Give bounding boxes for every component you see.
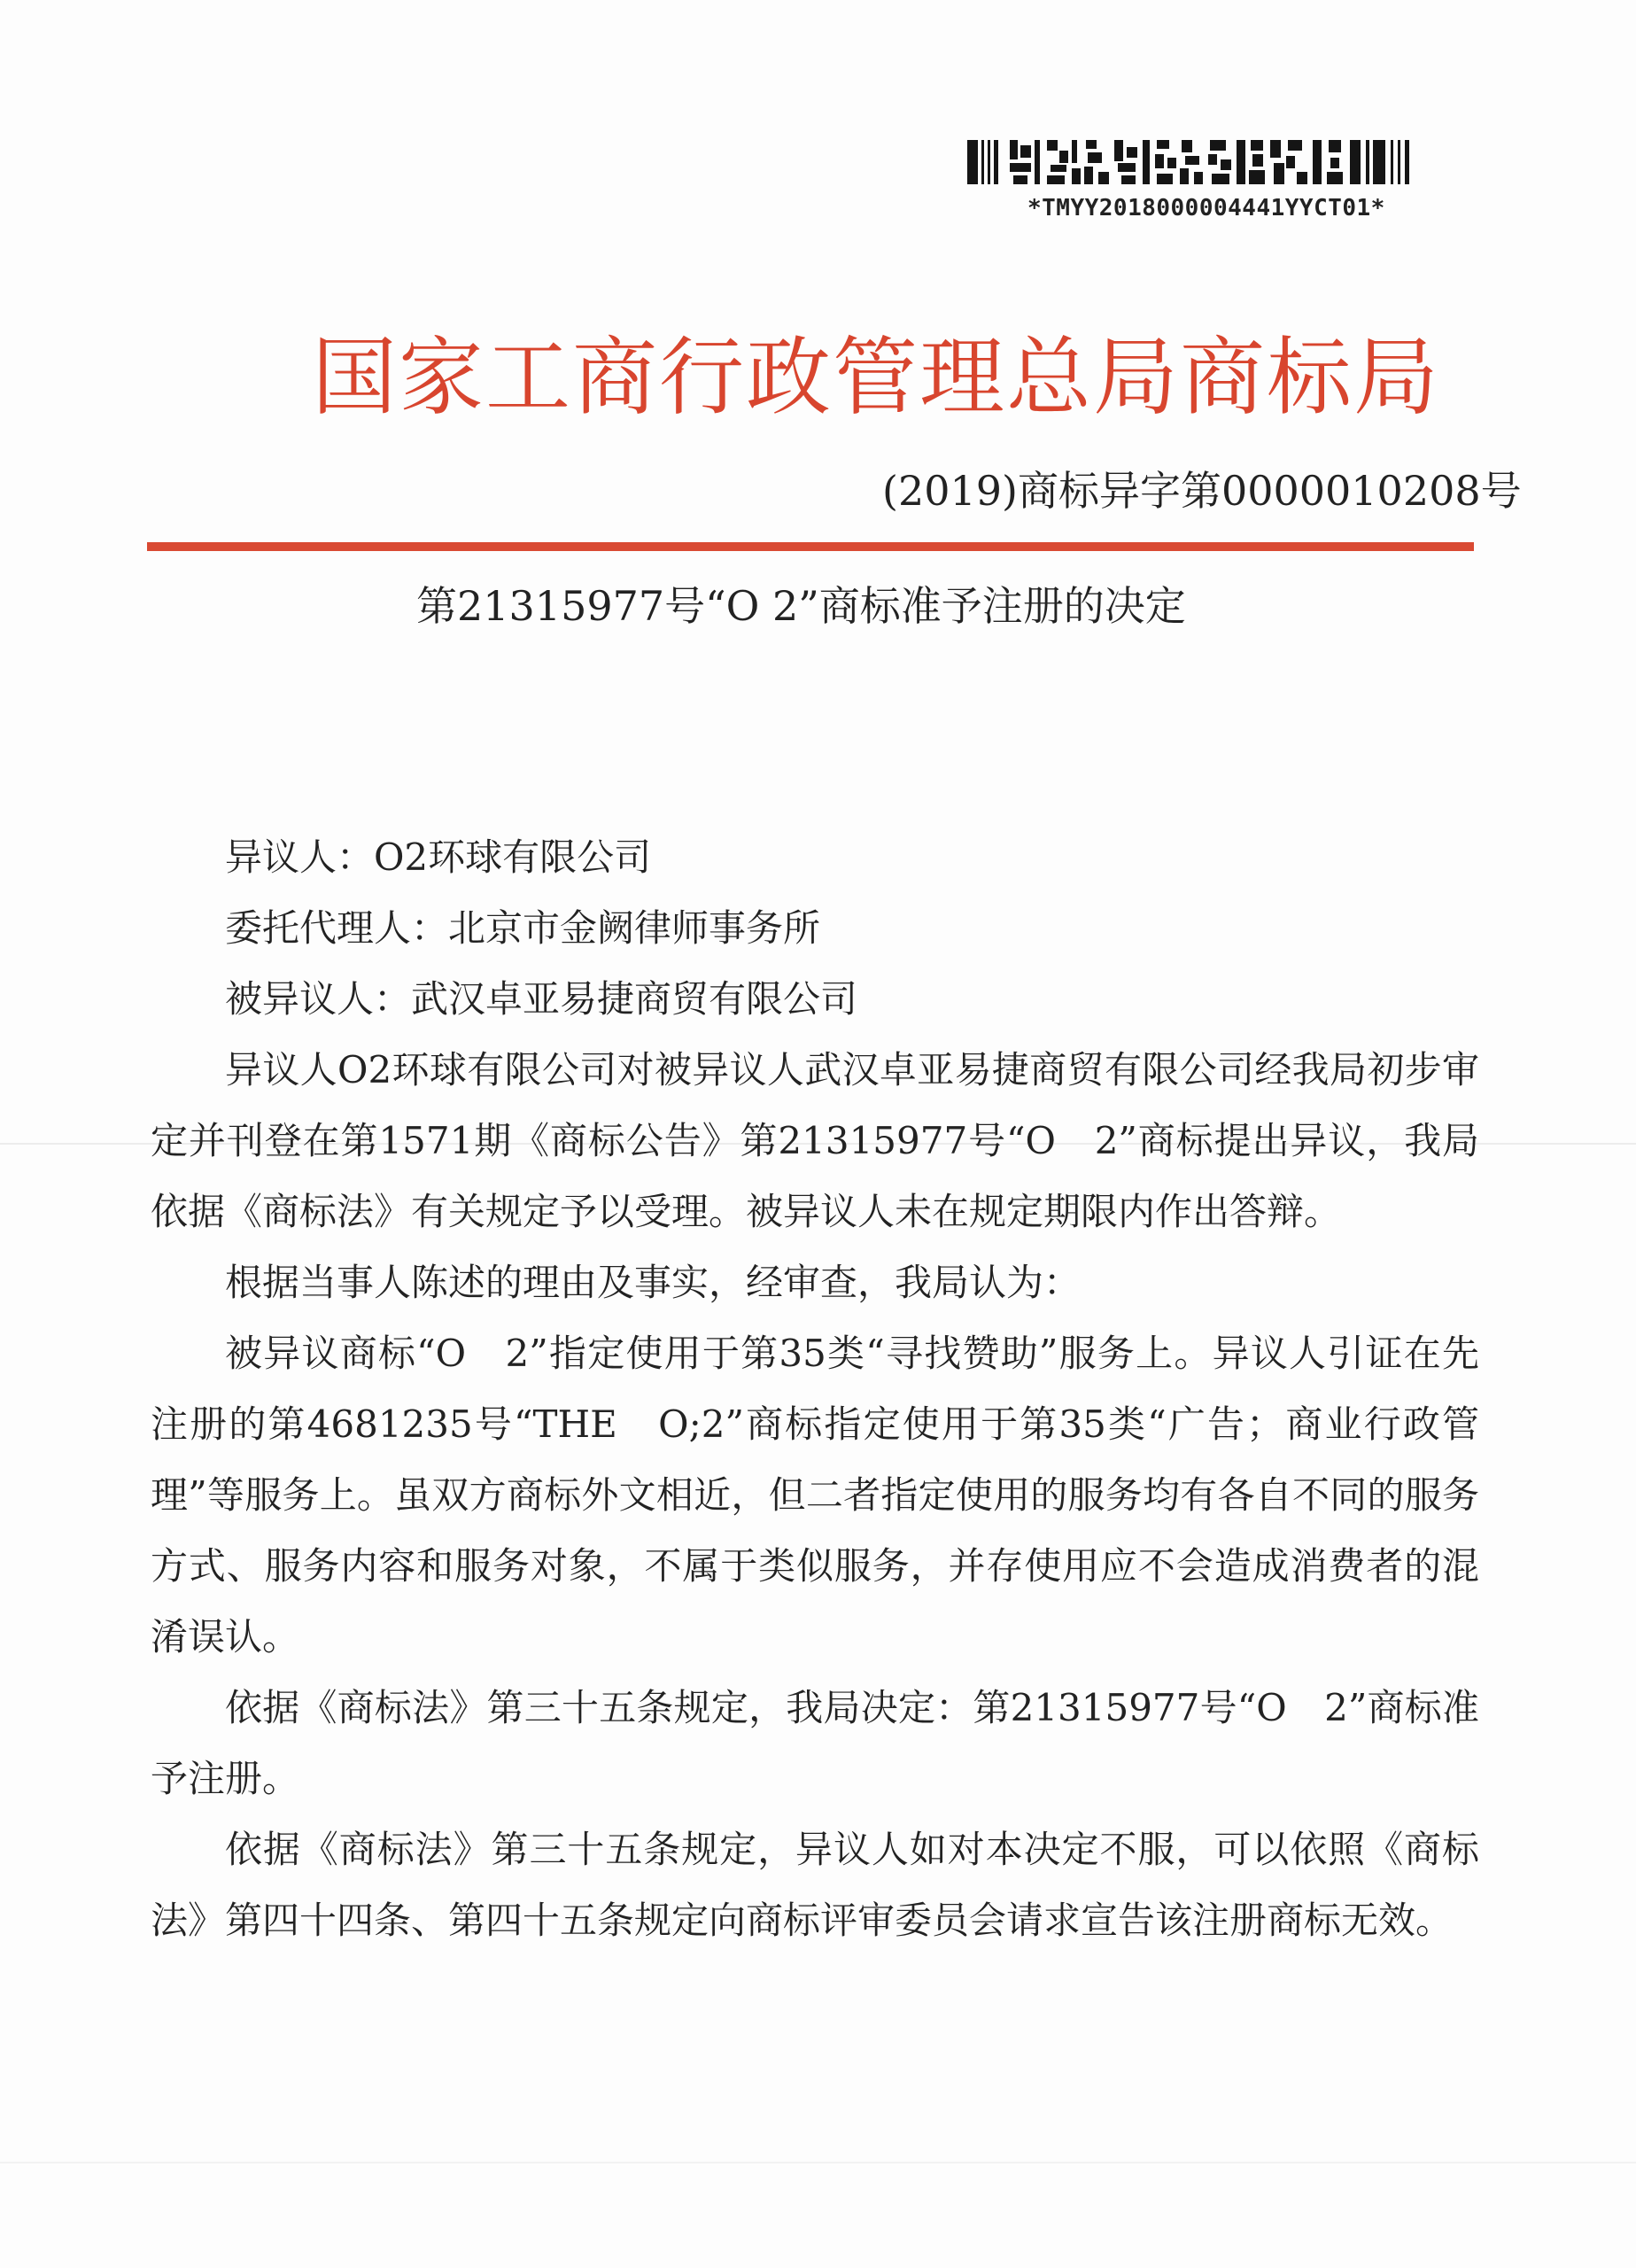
header-divider	[147, 542, 1474, 551]
decision-title: 第21315977号“O 2”商标准予注册的决定	[416, 582, 1186, 630]
document-number: (2019)商标异字第0000010208号	[882, 467, 1522, 515]
paragraph-review-intro: 根据当事人陈述的理由及事实，经审查，我局认为：	[225, 1261, 1082, 1304]
opponent-line: 异议人：O2环球有限公司	[225, 835, 652, 879]
barcode-number: *TMYY2018000004441YYCT01*	[1027, 195, 1385, 221]
barcode-icon	[967, 136, 1428, 188]
agency-title: 国家工商行政管理总局商标局	[312, 328, 1440, 427]
paragraph-analysis: 被异议商标“O 2”指定使用于第35类“寻找赞助”服务上。异议人引证在先注册的第4681235号“THE O;2”商标指定使用于第35类“广告；商业行政管理”等服务上。虽双方商标外文相近，但二者指定使用的服务均有各自不同的服务方式、服务内容和服务对象，不属于类似服务，并存使用应不会造成消费者的混淆误认。	[151, 1332, 1479, 1658]
paragraph-decision: 依据《商标法》第三十五条规定，我局决定：第21315977号“O 2”商标准予注册。	[151, 1686, 1479, 1800]
scan-artifact-line	[0, 2162, 1636, 2163]
document-body	[151, 822, 1479, 1956]
agent-line: 委托代理人：北京市金阙律师事务所	[225, 906, 821, 950]
respondent-line: 被异议人：武汉卓亚易捷商贸有限公司	[225, 977, 858, 1021]
paragraph-acceptance: 异议人O2环球有限公司对被异议人武汉卓亚易捷商贸有限公司经我局初步审定并刊登在第1571期《商标公告》第21315977号“O 2”商标提出异议，我局依据《商标法》有关规定予以受理。被异议人未在规定期限内作出答辩。	[151, 1048, 1479, 1233]
paragraph-appeal: 依据《商标法》第三十五条规定，异议人如对本决定不服，可以依照《商标法》第四十四条、第四十五条规定向商标评审委员会请求宣告该注册商标无效。	[151, 1828, 1479, 1942]
